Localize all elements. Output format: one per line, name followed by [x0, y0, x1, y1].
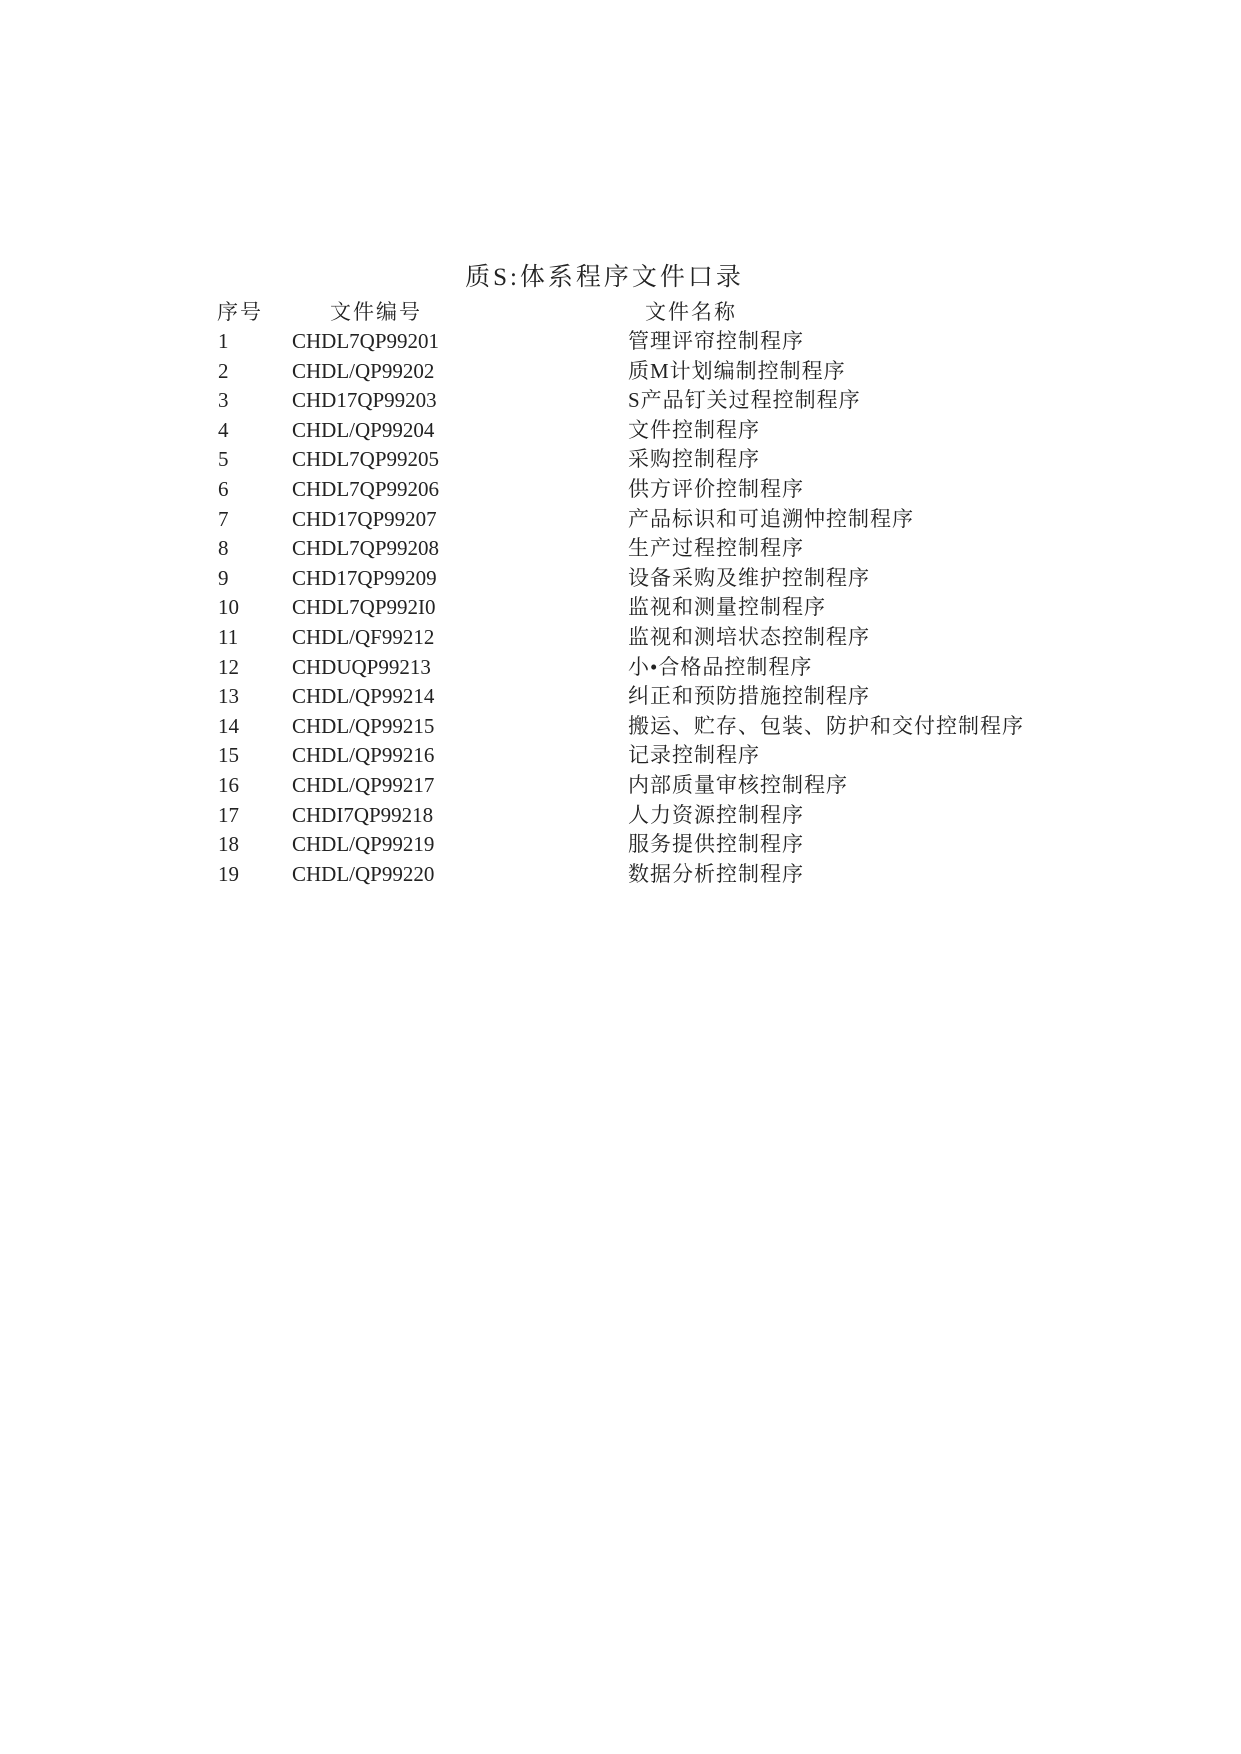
row-seq: 1 — [218, 329, 229, 353]
row-code: CHDL/QP99214 — [292, 684, 435, 709]
table-row — [0, 445, 1241, 475]
row-name: 生产过程控制程序 — [628, 536, 804, 561]
row-seq: 3 — [218, 388, 229, 413]
row-code: CHDL/QP99219 — [292, 832, 435, 857]
row-code: CHDL/QP99220 — [292, 861, 435, 886]
row-seq: 14 — [218, 713, 239, 738]
row-seq: 7 — [218, 506, 229, 531]
row-code: CHD17QP99207 — [292, 506, 437, 531]
row-name: 质M计划编制控制程序 — [628, 358, 846, 383]
row-code: CHDL/QP99204 — [292, 417, 435, 442]
table-row — [0, 860, 1241, 890]
header-code: 文件编号 — [330, 300, 422, 324]
table-row — [0, 505, 1241, 535]
row-seq: 16 — [218, 772, 239, 797]
table-row — [0, 534, 1241, 564]
row-name: 记录控制程序 — [628, 743, 760, 768]
row-code: CHDUQP99213 — [292, 654, 431, 679]
row-name: 设备采购及维护控制程序 — [628, 565, 870, 590]
row-code: CHDL7QP992I0 — [292, 595, 436, 620]
row-name: S产品钉关过程控制程序 — [628, 388, 861, 413]
row-seq: 12 — [218, 654, 239, 679]
table-row — [0, 416, 1241, 446]
row-seq: 15 — [218, 743, 239, 768]
table-row — [0, 357, 1241, 387]
row-seq: 5 — [218, 447, 229, 472]
row-name: 产品标识和可追溯忡控制程序 — [628, 506, 914, 531]
row-name: 文件控制程序 — [628, 417, 760, 442]
row-name: 管理评帘控制程序 — [628, 329, 804, 353]
row-name: 采购控制程序 — [628, 447, 760, 472]
table-row — [0, 741, 1241, 771]
row-seq: 11 — [218, 624, 239, 649]
table-row — [0, 771, 1241, 801]
row-name: 数据分析控制程序 — [628, 861, 804, 886]
table-row — [0, 386, 1241, 416]
row-name: 服务提供控制程序 — [628, 832, 804, 857]
row-code: CHD17QP99209 — [292, 565, 437, 590]
row-name: 纠正和预防措施控制程序 — [628, 684, 870, 709]
table-header — [0, 298, 1241, 326]
row-name: 供方评价控制程序 — [628, 476, 804, 501]
document-list — [0, 327, 1241, 889]
row-code: CHDL7QP99205 — [292, 447, 440, 472]
table-row — [0, 682, 1241, 712]
row-name: 监视和测培状态控制程序 — [628, 624, 870, 649]
row-code: CHDL/QP99216 — [292, 743, 435, 768]
row-seq: 2 — [218, 358, 229, 383]
row-seq: 9 — [218, 565, 229, 590]
row-code: CHDL/QP99215 — [292, 713, 435, 738]
row-seq: 8 — [218, 536, 229, 561]
table-row — [0, 564, 1241, 594]
row-code: CHDL7QP99201 — [292, 329, 440, 353]
table-row — [0, 475, 1241, 505]
table-row — [0, 623, 1241, 653]
table-row — [0, 653, 1241, 683]
header-seq: 序号 — [217, 300, 263, 324]
row-seq: 4 — [218, 417, 229, 442]
row-code: CHDI7QP99218 — [292, 802, 434, 827]
row-name: 内部质量审核控制程序 — [628, 772, 848, 797]
row-seq: 19 — [218, 861, 239, 886]
row-seq: 6 — [218, 476, 229, 501]
row-name: 小•合格品控制程序 — [628, 654, 813, 679]
table-row — [0, 327, 1241, 357]
row-name: 搬运、贮存、包装、防护和交付控制程序 — [628, 713, 1024, 738]
row-seq: 18 — [218, 832, 239, 857]
table-row — [0, 712, 1241, 742]
row-code: CHDL/QP99202 — [292, 358, 435, 383]
row-name: 人力资源控制程序 — [628, 802, 804, 827]
row-seq: 17 — [218, 802, 239, 827]
row-code: CHDL7QP99208 — [292, 536, 440, 561]
row-code: CHDL/QF99212 — [292, 624, 435, 649]
table-row — [0, 801, 1241, 831]
row-code: CHDL/QP99217 — [292, 772, 435, 797]
row-code: CHD17QP99203 — [292, 388, 437, 413]
row-seq: 10 — [218, 595, 239, 620]
row-seq: 13 — [218, 684, 239, 709]
row-name: 监视和测量控制程序 — [628, 595, 826, 620]
table-row — [0, 830, 1241, 860]
header-name: 文件名称 — [645, 300, 737, 324]
row-code: CHDL7QP99206 — [292, 476, 440, 501]
table-row — [0, 593, 1241, 623]
document-title: 质S:体系程序文件口录 — [465, 264, 744, 291]
